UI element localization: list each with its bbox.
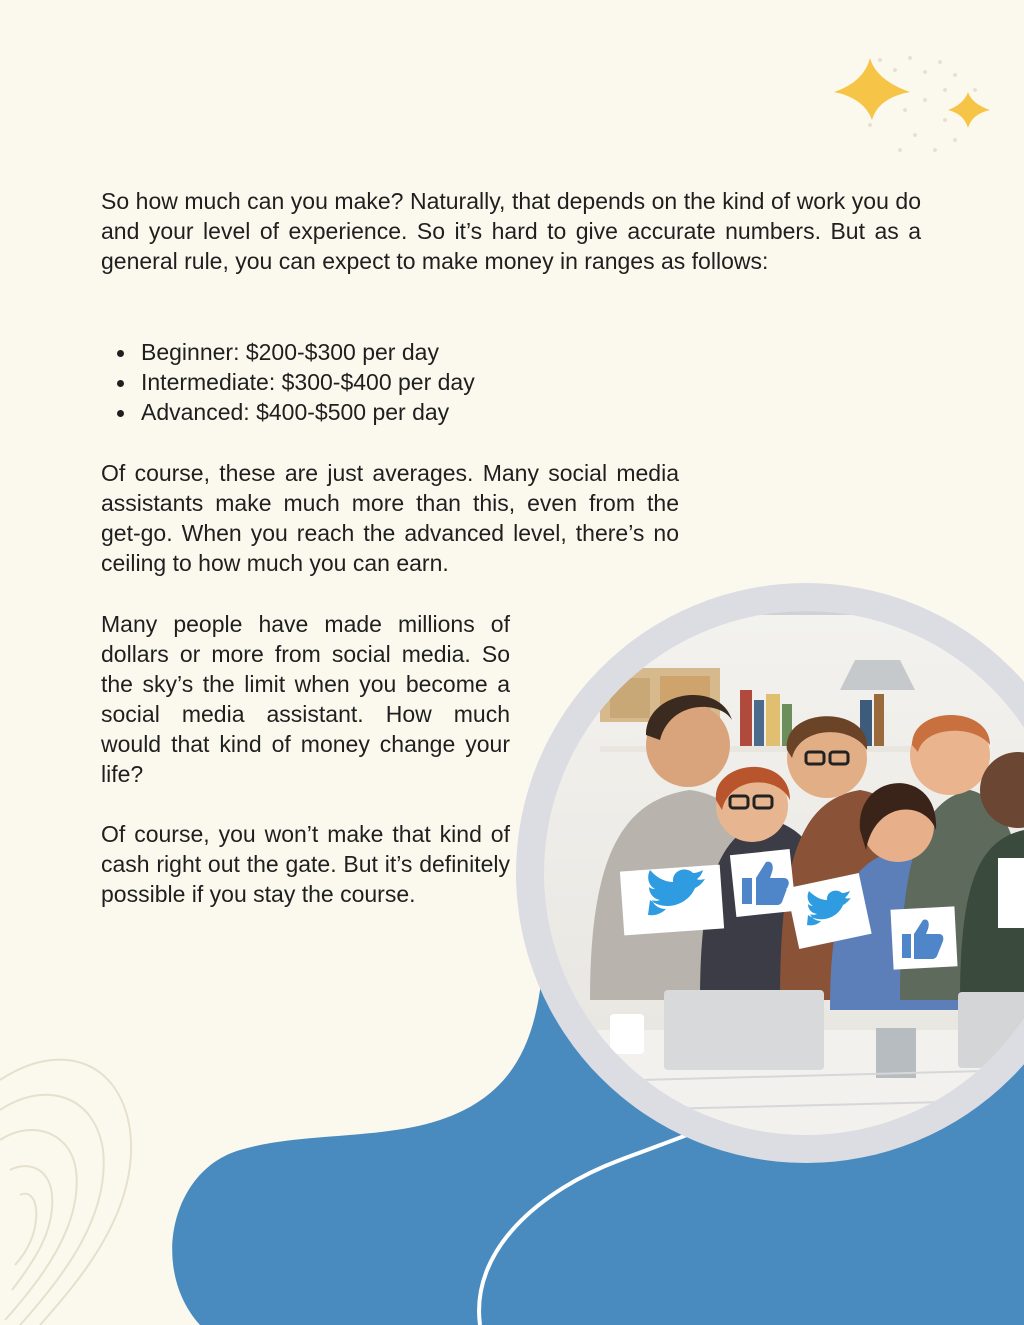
pay-range-list [101, 337, 475, 427]
millions-paragraph: Many people have made millions of dollars or more from social media. So the sky’s the limit when you become a social media assistant. How much would that kind of money change your life? [101, 611, 510, 787]
list-item [141, 367, 475, 397]
bullet-icon [117, 380, 124, 387]
list-item [141, 397, 475, 427]
averages-paragraph: Of course, these are just averages. Many social media assistants make much more than this, even from the get-go. When you reach the advanced level, there’s no ceiling to how much you can earn. [101, 460, 679, 576]
bullet-icon [117, 410, 124, 417]
closing-paragraph: Of course, you won’t make that kind of cash right out the gate. But it’s definitely possible if you stay the course. [101, 821, 510, 907]
list-item [141, 337, 475, 367]
sparkle-star-icon [948, 92, 990, 128]
contour-lines [0, 1060, 131, 1325]
sparkle-star-icon [834, 58, 910, 120]
bullet-icon [117, 350, 124, 357]
list-item-text: Beginner: $200-$300 per day [141, 339, 439, 365]
intro-paragraph: So how much can you make? Naturally, that depends on the kind of work you do and your level of experience. So it’s hard to give accurate numbers. But as a general rule, you can expect to make money in ranges as follows: [101, 188, 921, 274]
list-item-text: Advanced: $400-$500 per day [141, 399, 450, 425]
list-item-text: Intermediate: $300-$400 per day [141, 369, 475, 395]
